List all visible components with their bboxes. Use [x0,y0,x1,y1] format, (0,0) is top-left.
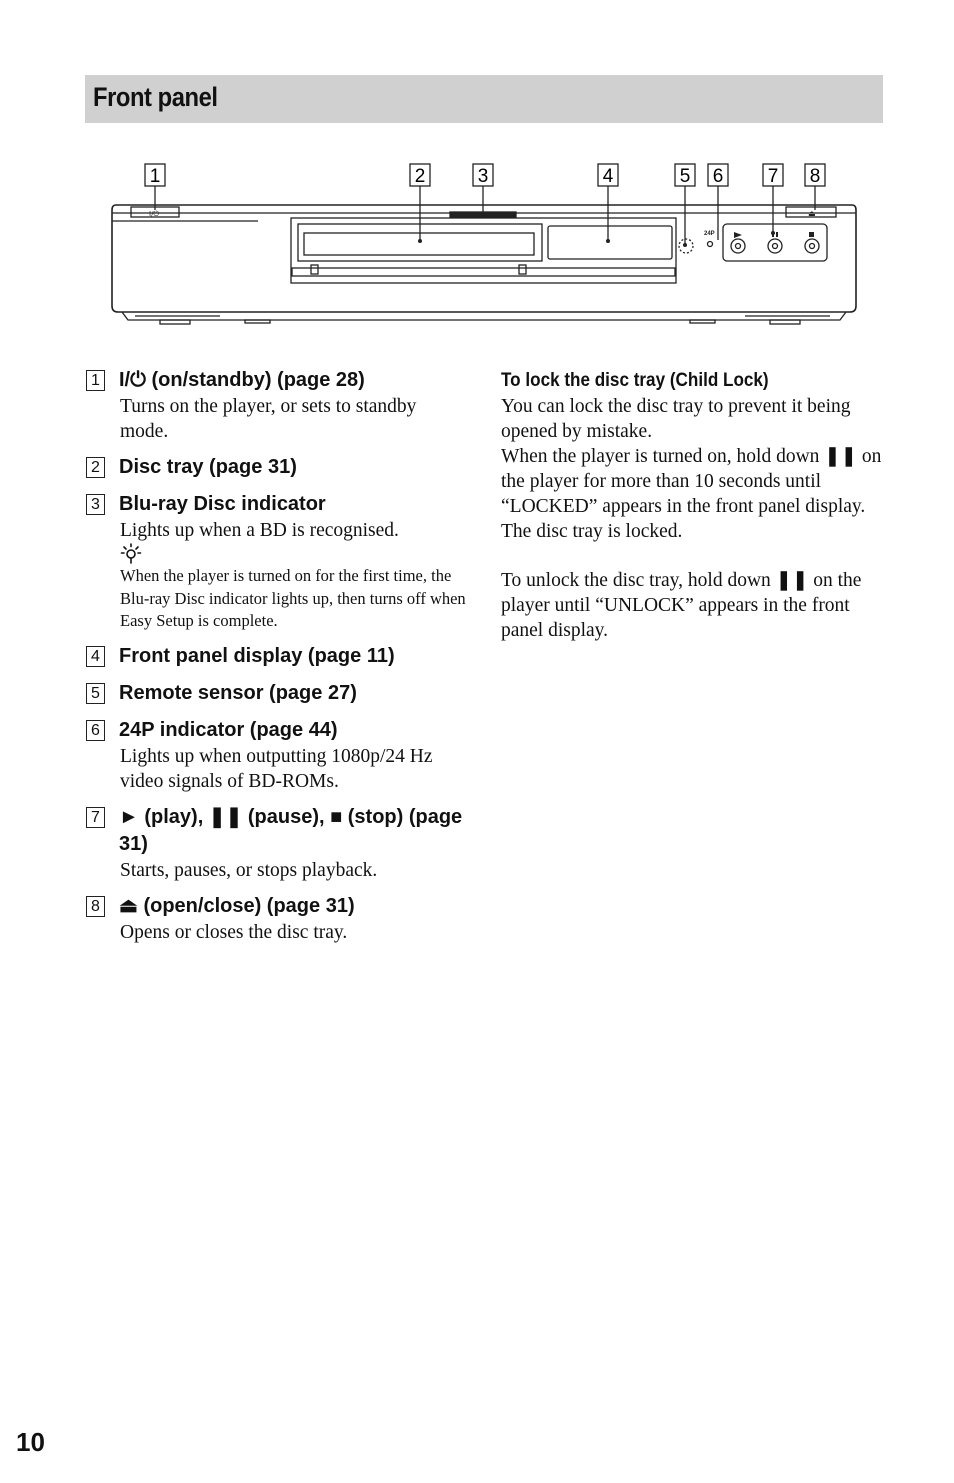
item-title: Front panel display (page 11) [119,644,395,667]
item-8 [86,893,466,945]
callout-3: 3 [477,166,489,187]
child-lock-paragraph-3: To unlock the disc tray, hold down ❚❚ on the player until “UNLOCK” appears in the front panel display. [501,570,862,641]
item-description: Starts, pauses, or stops playback. [120,859,378,881]
item-3 [86,491,466,633]
item-description: Opens or closes the disc tray. [120,921,348,943]
right-column [501,367,886,643]
item-6 [86,717,466,794]
svg-text:⏏: ⏏ [808,209,816,218]
callout-6: 6 [712,166,724,187]
item-title: ⏏ (open/close) (page 31) [119,894,355,917]
page-title: Front panel [93,82,218,112]
item-number: 1 [86,370,105,391]
item-description: Lights up when a BD is recognised. [120,520,399,541]
item-number: 4 [86,646,105,667]
label-24p: 24P [704,231,715,237]
item-7 [86,804,466,883]
child-lock-paragraph-1: You can lock the disc tray to prevent it being opened by mistake. [501,396,851,442]
callout-5: 5 [679,166,691,187]
callout-7: 7 [767,166,779,187]
callout-4: 4 [602,166,614,187]
item-description: Turns on the player, or sets to standby mode. [120,396,417,442]
item-1 [86,367,466,444]
child-lock-title: To lock the disc tray (Child Lock) [501,370,769,391]
callout-2: 2 [414,166,426,187]
item-number: 8 [86,896,105,917]
item-number: 2 [86,457,105,478]
item-2 [86,454,466,481]
callout-1: 1 [149,166,161,187]
item-description: Lights up when outputting 1080p/24 Hz video signals of BD-ROMs. [120,745,433,792]
callout-8: 8 [809,166,821,187]
svg-text:I/⏻: I/⏻ [149,210,159,218]
item-title: Blu-ray Disc indicator [119,493,326,515]
page-number: 10 [16,1427,45,1457]
item-title: 24P indicator (page 44) [119,718,338,741]
item-number: 6 [86,720,105,741]
item-title: Disc tray (page 31) [119,456,297,478]
item-number: 3 [86,494,105,515]
child-lock-paragraph-2: When the player is turned on, hold down ❚❚ on the player for more than 10 seconds until “LOCKED” appears in the front panel display. The disc tray is locked. [501,446,882,542]
item-title: I/⏻ (on/standby) (page 28) [119,369,365,391]
item-5 [86,680,466,707]
front-panel-diagram [0,150,954,340]
item-number: 5 [86,683,105,704]
section-header [85,75,883,123]
left-column [86,367,466,945]
item-title: Remote sensor (page 27) [119,681,357,704]
item-4 [86,643,466,670]
hint-text: When the player is turned on for the first time, the Blu-ray Disc indicator lights up, then turns off when Easy Setup is complete. [120,566,466,630]
lightbulb-hint-icon [120,543,466,565]
item-number: 7 [86,807,105,828]
item-title: ► (play), ❚❚ (pause), ■ (stop) (page 31) [119,805,463,855]
